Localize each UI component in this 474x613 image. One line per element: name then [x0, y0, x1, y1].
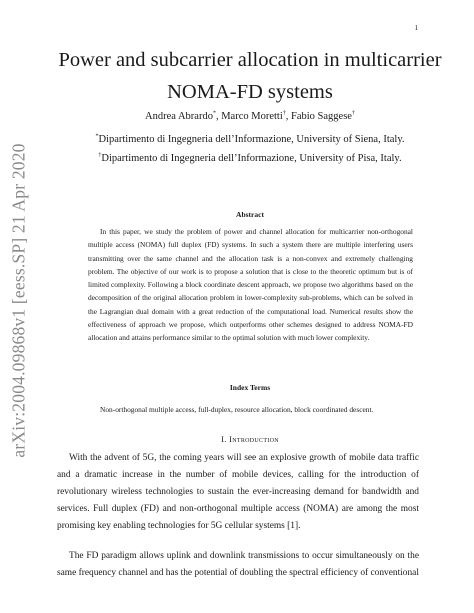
- arxiv-identifier: [6, 142, 32, 458]
- abstract-body: In this paper, we study the problem of power and channel allocation for multicarrier non-orthogonal multiple access (NOMA) full duplex (FD) systems. In such a system there are multiple interfering users transmitting over the same channel and the allocation task is a non-convex and extremely challenging problem. The objective of our work is to propose a solution that is close to the theoretic optimum but is of limited complexity. Following a block coordinate descent approach, we propose two algorithms based on the decomposition of the original allocation problem in lower-complexity sub-problems, which can be solved in the Lagrangian dual domain with a great reduction of the computational load. Numerical results show the effectiveness of approach we propose, which outperforms other schemes designed to address NOMA-FD allocation and attains performance similar to the optimal solution with much lower complexity.: [88, 227, 413, 343]
- author-name: Andrea Abrardo: [145, 111, 213, 122]
- section-heading-introduction: [40, 434, 460, 444]
- intro-paragraph-2: The FD paradigm allows uplink and downlink transmissions to occur simultaneously on the same frequency channel and has the potential of doubling the spectral efficiency of conventional: [57, 551, 419, 578]
- affiliation-text: Dipartimento di Ingegneria dell’Informazione, University of Siena, Italy.: [98, 134, 405, 145]
- affiliation-mark: *: [95, 133, 99, 140]
- affiliation-mark: †: [98, 152, 102, 159]
- affiliation-siena: [40, 133, 460, 146]
- arxiv-identifier-text: arXiv:2004.09868v1 [eess.SP] 21 Apr 2020: [8, 142, 29, 458]
- section-heading-text: I. Introduction: [221, 434, 279, 444]
- paper-title: Power and subcarrier allocation in multicarrier NOMA-FD systems: [58, 49, 442, 103]
- author-list: Andrea Abrardo*, Marco Moretti†, Fabio Saggese†: [145, 110, 355, 122]
- index-terms-heading: Index Terms: [229, 383, 271, 392]
- affiliation-text: Dipartimento di Ingegneria dell’Informazione, University of Pisa, Italy.: [101, 153, 402, 164]
- author-affiliation-mark: †: [282, 110, 286, 117]
- author-affiliation-mark: *: [212, 110, 216, 117]
- abstract-heading: Abstract: [236, 210, 264, 219]
- index-terms-body: Non-orthogonal multiple access, full-duplex, resource allocation, block coordinated descent.: [100, 405, 374, 414]
- intro-paragraph-1: With the advent of 5G, the coming years will see an explosive growth of mobile data traffic and a dramatic increase in the number of mobile devices, calling for the introduction of revolutionary wireless technologies to sustain the ever-increasing demand for bandwidth and services. Full duplex (FD) and non-orthogonal multiple access (NOMA) are among the most promising key enabling technologies for 5G cellular systems [1].: [57, 453, 419, 531]
- author-name: Marco Moretti: [221, 111, 283, 122]
- author-name: Fabio Saggese: [291, 111, 352, 122]
- page-number: 1: [414, 24, 418, 32]
- author-affiliation-mark: †: [351, 110, 355, 117]
- affiliation-pisa: [40, 152, 460, 165]
